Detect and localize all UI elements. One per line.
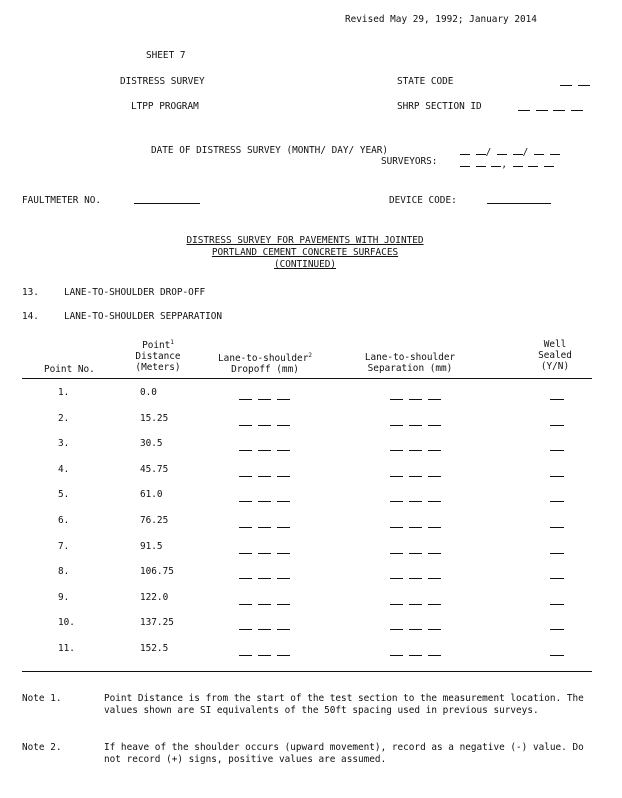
separation-entry-blank[interactable]	[390, 655, 403, 656]
point-number: 11.	[58, 643, 75, 654]
well-sealed-entry-blank[interactable]	[550, 553, 564, 554]
dropoff-entry-blank[interactable]	[277, 527, 290, 528]
col-header-separation: Lane-to-shoulder Separation (mm)	[364, 352, 456, 374]
separation-entry-blank[interactable]	[428, 399, 441, 400]
dropoff-entry-blank[interactable]	[277, 655, 290, 656]
dropoff-entry-blank[interactable]	[277, 450, 290, 451]
form-title-line1: DISTRESS SURVEY FOR PAVEMENTS WITH JOINTED	[186, 235, 424, 246]
surveyors-field[interactable]: ,	[460, 159, 554, 170]
dropoff-entry-blank[interactable]	[258, 553, 271, 554]
well-sealed-entry-blank[interactable]	[550, 425, 564, 426]
note-1-label: Note 1.	[22, 693, 62, 704]
date-of-survey-label: DATE OF DISTRESS SURVEY (MONTH/ DAY/ YEAR)	[151, 145, 389, 156]
point-number: 2.	[58, 413, 70, 424]
separation-entry-blank[interactable]	[390, 553, 403, 554]
separation-entry-blank[interactable]	[428, 553, 441, 554]
separation-entry-blank[interactable]	[409, 629, 422, 630]
well-sealed-entry-blank[interactable]	[550, 527, 564, 528]
separation-entry-blank[interactable]	[428, 629, 441, 630]
well-sealed-entry-blank[interactable]	[550, 399, 564, 400]
dropoff-entry-blank[interactable]	[239, 425, 252, 426]
item-14-number: 14.	[22, 311, 39, 322]
state-code-field[interactable]	[560, 78, 590, 89]
dropoff-entry-blank[interactable]	[277, 425, 290, 426]
dropoff-entry-blank[interactable]	[258, 578, 271, 579]
separation-entry-blank[interactable]	[428, 476, 441, 477]
dropoff-entry-blank[interactable]	[277, 501, 290, 502]
point-distance: 152.5	[140, 643, 169, 654]
well-sealed-entry-blank[interactable]	[550, 655, 564, 656]
separation-entry-blank[interactable]	[390, 476, 403, 477]
well-sealed-entry-blank[interactable]	[550, 578, 564, 579]
col-header-well-sealed: Well Sealed (Y/N)	[538, 339, 572, 372]
separation-entry-blank[interactable]	[409, 450, 422, 451]
note-2-text: If heave of the shoulder occurs (upward movement), record as a negative (-) value. Do not record (+) signs, positive values are assumed.	[104, 742, 584, 765]
separation-entry-blank[interactable]	[390, 629, 403, 630]
dropoff-entry-blank[interactable]	[277, 578, 290, 579]
separation-entry-blank[interactable]	[390, 527, 403, 528]
point-number: 1.	[58, 387, 70, 398]
faultmeter-field[interactable]	[134, 196, 200, 207]
separation-entry-blank[interactable]	[428, 527, 441, 528]
dropoff-entry-blank[interactable]	[277, 629, 290, 630]
dropoff-entry-blank[interactable]	[258, 629, 271, 630]
separation-entry-blank[interactable]	[390, 578, 403, 579]
separation-entry-blank[interactable]	[428, 501, 441, 502]
item-14-title: LANE-TO-SHOULDER SEPPARATION	[64, 311, 223, 322]
separation-entry-blank[interactable]	[409, 553, 422, 554]
separation-entry-blank[interactable]	[428, 450, 441, 451]
well-sealed-entry-blank[interactable]	[550, 501, 564, 502]
dropoff-entry-blank[interactable]	[239, 501, 252, 502]
dropoff-entry-blank[interactable]	[277, 553, 290, 554]
point-distance: 106.75	[140, 566, 174, 577]
dropoff-entry-blank[interactable]	[258, 476, 271, 477]
dropoff-entry-blank[interactable]	[239, 476, 252, 477]
separation-entry-blank[interactable]	[428, 655, 441, 656]
dropoff-entry-blank[interactable]	[239, 578, 252, 579]
item-13-number: 13.	[22, 287, 39, 298]
separation-entry-blank[interactable]	[409, 578, 422, 579]
point-distance: 45.75	[140, 464, 169, 475]
table-header-rule	[22, 378, 592, 379]
surveyors-label: SURVEYORS:	[381, 156, 438, 167]
separation-entry-blank[interactable]	[409, 655, 422, 656]
point-number: 7.	[58, 541, 70, 552]
dropoff-entry-blank[interactable]	[277, 476, 290, 477]
dropoff-entry-blank[interactable]	[258, 527, 271, 528]
point-distance: 76.25	[140, 515, 169, 526]
separation-entry-blank[interactable]	[409, 527, 422, 528]
point-number: 10.	[58, 617, 75, 628]
separation-entry-blank[interactable]	[428, 425, 441, 426]
dropoff-entry-blank[interactable]	[258, 501, 271, 502]
well-sealed-entry-blank[interactable]	[550, 450, 564, 451]
form-title-line2: PORTLAND CEMENT CONCRETE SURFACES	[211, 247, 399, 258]
form-title-line3: (CONTINUED)	[273, 259, 337, 270]
point-distance: 30.5	[140, 438, 163, 449]
well-sealed-entry-blank[interactable]	[550, 476, 564, 477]
dropoff-entry-blank[interactable]	[239, 655, 252, 656]
dropoff-entry-blank[interactable]	[239, 399, 252, 400]
separation-entry-blank[interactable]	[409, 501, 422, 502]
point-distance: 15.25	[140, 413, 169, 424]
dropoff-entry-blank[interactable]	[239, 553, 252, 554]
state-code-label: STATE CODE	[397, 76, 454, 87]
ltpp-program-label: LTPP PROGRAM	[131, 101, 199, 112]
point-distance: 137.25	[140, 617, 174, 628]
dropoff-entry-blank[interactable]	[258, 450, 271, 451]
separation-entry-blank[interactable]	[390, 425, 403, 426]
revision-date: Revised May 29, 1992; January 2014	[345, 14, 537, 25]
separation-entry-blank[interactable]	[428, 604, 441, 605]
point-number: 3.	[58, 438, 70, 449]
dropoff-entry-blank[interactable]	[239, 629, 252, 630]
dropoff-entry-blank[interactable]	[258, 425, 271, 426]
device-code-label: DEVICE CODE:	[389, 195, 457, 206]
sheet-number: SHEET 7	[146, 50, 186, 61]
point-distance: 61.0	[140, 489, 163, 500]
point-distance: 0.0	[140, 387, 157, 398]
survey-date-field[interactable]: / /	[460, 147, 560, 158]
dropoff-entry-blank[interactable]	[258, 655, 271, 656]
item-13-title: LANE-TO-SHOULDER DROP-OFF	[64, 287, 206, 298]
separation-entry-blank[interactable]	[390, 399, 403, 400]
col-header-point-distance: Point$^1$ Distance (Meters)	[135, 339, 181, 374]
table-bottom-rule	[22, 671, 592, 672]
dropoff-entry-blank[interactable]	[239, 604, 252, 605]
well-sealed-entry-blank[interactable]	[550, 604, 564, 605]
note-1-text: Point Distance is from the start of the test section to the measurement location. The values shown are SI equivalents of the 50ft spacing used in previous surveys.	[104, 693, 584, 716]
point-number: 4.	[58, 464, 70, 475]
device-code-field[interactable]	[487, 196, 551, 207]
distress-survey-label: DISTRESS SURVEY	[120, 76, 205, 87]
dropoff-entry-blank[interactable]	[277, 604, 290, 605]
point-number: 8.	[58, 566, 70, 577]
point-number: 9.	[58, 592, 70, 603]
point-distance: 91.5	[140, 541, 163, 552]
note-2-label: Note 2.	[22, 742, 62, 753]
dropoff-entry-blank[interactable]	[258, 399, 271, 400]
shrp-section-id-field[interactable]	[518, 103, 583, 114]
dropoff-entry-blank[interactable]	[239, 450, 252, 451]
separation-entry-blank[interactable]	[428, 578, 441, 579]
dropoff-entry-blank[interactable]	[258, 604, 271, 605]
separation-entry-blank[interactable]	[390, 501, 403, 502]
separation-entry-blank[interactable]	[390, 604, 403, 605]
separation-entry-blank[interactable]	[409, 476, 422, 477]
well-sealed-entry-blank[interactable]	[550, 629, 564, 630]
separation-entry-blank[interactable]	[409, 399, 422, 400]
point-number: 6.	[58, 515, 70, 526]
point-distance: 122.0	[140, 592, 169, 603]
separation-entry-blank[interactable]	[390, 450, 403, 451]
col-header-dropoff: Lane-to-shoulder$^2$ Dropoff (mm)	[218, 352, 312, 376]
dropoff-entry-blank[interactable]	[239, 527, 252, 528]
separation-entry-blank[interactable]	[409, 425, 422, 426]
separation-entry-blank[interactable]	[409, 604, 422, 605]
shrp-section-label: SHRP SECTION ID	[397, 101, 482, 112]
point-number: 5.	[58, 489, 70, 500]
col-header-point-no: Point No.	[44, 364, 95, 375]
faultmeter-label: FAULTMETER NO.	[22, 195, 102, 206]
dropoff-entry-blank[interactable]	[277, 399, 290, 400]
